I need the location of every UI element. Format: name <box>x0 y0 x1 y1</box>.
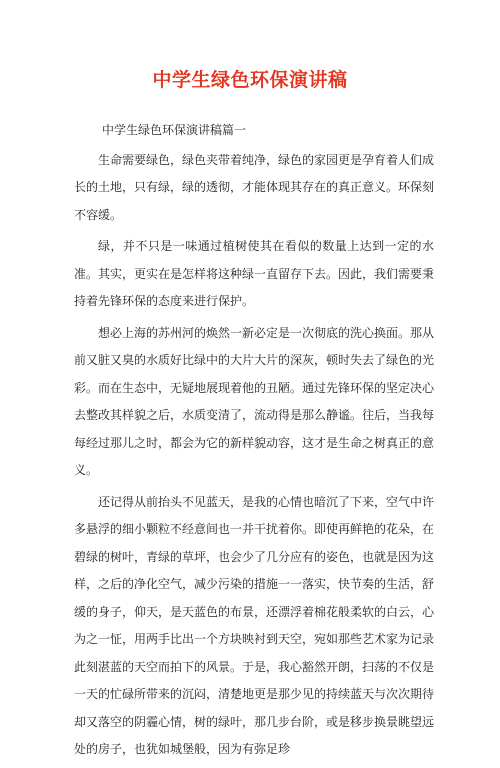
paragraph: 还记得从前抬头不见蓝天，是我的心情也暗沉了下来，空气中许多悬浮的细小颗粒不经意间也一并干扰着你。即使再鲜艳的花朵，在碧绿的树叶，青绿的草坪，也会少了几分应有的姿色，也就是因为这样，之后的净化空气，减少污染的措施一一落实，快节奏的生活，舒缓的身子，仰天，是天蓝色的布景，还漂浮着棉花般柔软的白云，心为之一怔，用两手比出一个方块映衬到天空，宛如那些艺术家为记录此刻湛蓝的天空而拍下的风景。于是，我心豁然开朗，扫荡的不仅是一天的忙碌所带来的沉闷，清楚地更是那少见的持续蓝天与次次期待却又落空的阴霾心情，树的绿叶，那几步台阶，或是移步换景眺望远处的房子，也犹如城堡般，因为有弥足珍 <box>74 494 435 756</box>
document-body <box>74 117 434 768</box>
document-title: 中学生绿色环保演讲稿 <box>152 69 348 91</box>
paragraph: 想必上海的苏州河的焕然一新必定是一次彻底的洗心换面。那从前又脏又臭的水质好比绿中的大片大片的深灰，顿时失去了绿色的光彩。而在生态中，无疑地展现着他的丑陋。通过先锋环保的坚定决心去整改其样貌之后，水质变清了，流动得是那么静谧。往后，当我每每经过那儿之时，都会为它的新样貌动容，这才是生命之树真正的意义。 <box>74 325 435 477</box>
section-subtitle: 中学生绿色环保演讲稿篇一 <box>102 123 247 137</box>
paragraph: 生命需要绿色，绿色夹带着纯净，绿色的家园更是孕育着人们成长的土地，只有绿，绿的透彻，才能体现其存在的真正意义。环保刻不容缓。 <box>74 152 435 222</box>
paragraph: 绿，并不只是一味通过植树使其在看似的数量上达到一定的水准。其实，更实在是怎样将这种绿一直留存下去。因此，我们需要秉持着先锋环保的态度来进行保护。 <box>74 239 435 308</box>
